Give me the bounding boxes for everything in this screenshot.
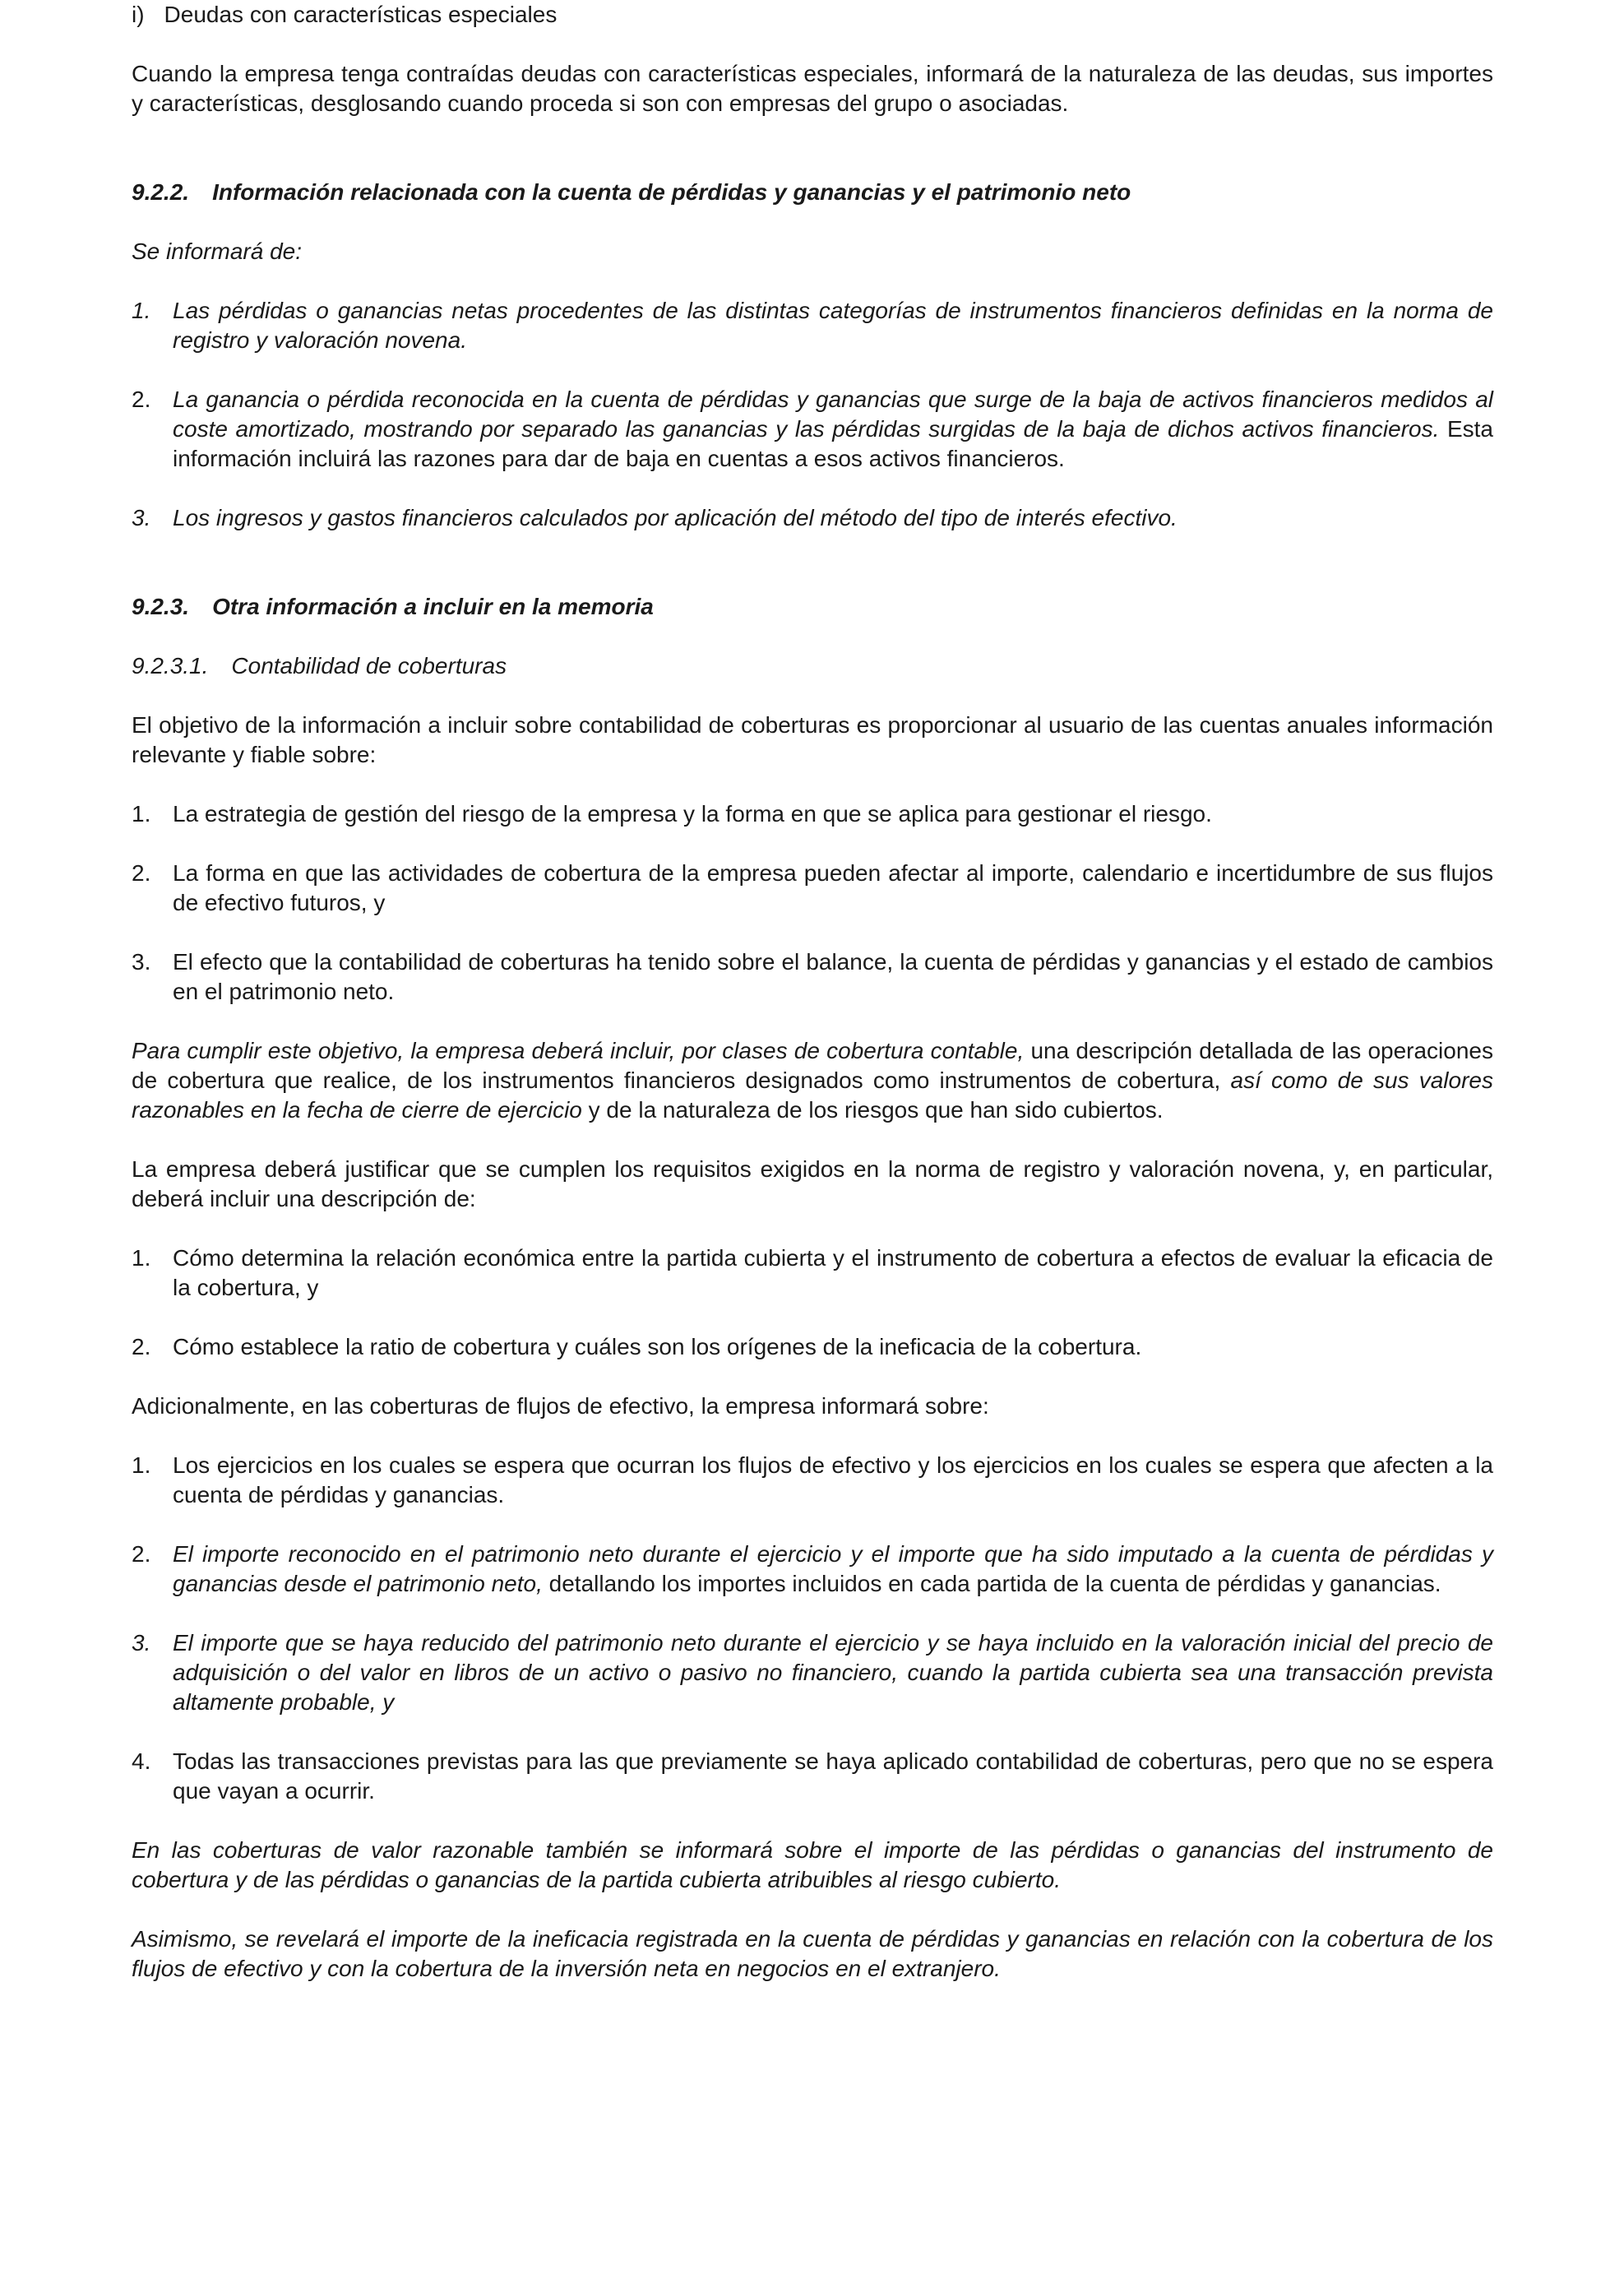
paragraph: El objetivo de la información a incluir sobre contabilidad de coberturas es proporcionar al usuario de las cuentas anuales información relevante y fiable sobre: [132, 712, 1493, 767]
section-i-heading [132, 0, 1493, 30]
paragraph: En las coberturas de valor razonable también se informará sobre el importe de las pérdidas o ganancias del instrumento de cobertura y de las pérdidas o ganancias de la partida cubierta atribuibles al riesgo cubierto. [132, 1837, 1493, 1892]
list-item: 1. Los ejercicios en los cuales se espera que ocurran los flujos de efectivo y los ejercicios en los cuales se espera que afecten a la cuenta de pérdidas y ganancias. [132, 1452, 1493, 1507]
list-item: 2. La forma en que las actividades de cobertura de la empresa pueden afectar al importe, calendario e incertidumbre de sus flujos de efectivo futuros, y [132, 860, 1493, 915]
list-item: 3. El efecto que la contabilidad de coberturas ha tenido sobre el balance, la cuenta de pérdidas y ganancias y el estado de cambios en el patrimonio neto. [132, 949, 1493, 1004]
section-922-number: 9.2.2. [132, 179, 190, 205]
list-item: 4. Todas las transacciones previstas para las que previamente se haya aplicado contabilidad de coberturas, pero que no se espera que vayan a ocurrir. [132, 1748, 1493, 1804]
paragraph: La empresa deberá justificar que se cumplen los requisitos exigidos en la norma de registro y valoración novena, y, en particular, deberá incluir una descripción de: [132, 1156, 1493, 1211]
list-item: 3. El importe que se haya reducido del patrimonio neto durante el ejercicio y se haya incluido en la valoración inicial del precio de adquisición o del valor en libros de un activo o pasivo no financiero, cuando la partida cubierta sea una transacción prevista altamente probable, y [132, 1630, 1493, 1715]
section-923-title: Otra información a incluir en la memoria [212, 594, 654, 619]
section-i-title: Deudas con características especiales [164, 2, 558, 27]
section-i-text: Cuando la empresa tenga contraídas deudas con características especiales, informará de la naturaleza de las deudas, sus importes y características, desglosando cuando proceda si son con empresas del grupo o asociadas. [132, 61, 1493, 116]
list-item: 1. Cómo determina la relación económica entre la partida cubierta y el instrumento de cobertura a efectos de evaluar la eficacia de la cobertura, y [132, 1245, 1493, 1300]
section-923-number: 9.2.3. [132, 594, 190, 619]
list-item: 1. La estrategia de gestión del riesgo de la empresa y la forma en que se aplica para gestionar el riesgo. [132, 801, 1212, 827]
list-item: 2. Cómo establece la ratio de cobertura y cuáles son los orígenes de la ineficacia de la cobertura. [132, 1334, 1142, 1359]
section-923-heading [132, 592, 1493, 622]
section-9231-title: Contabilidad de coberturas [231, 653, 507, 678]
paragraph: Asimismo, se revelará el importe de la ineficacia registrada en la cuenta de pérdidas y ganancias en relación con la cobertura de los flujos de efectivo y con la cobertura de la inversión neta en negocios en el extranjero. [132, 1926, 1493, 1981]
document-page [132, 0, 1493, 1984]
section-i-label: i) [132, 2, 145, 27]
paragraph: Adicionalmente, en las coberturas de flujos de efectivo, la empresa informará sobre: [132, 1393, 989, 1419]
list-item: 1. Las pérdidas o ganancias netas procedentes de las distintas categorías de instrumentos financieros definidas en la norma de registro y valoración novena. [132, 298, 1493, 353]
section-9231-number: 9.2.3.1. [132, 653, 209, 678]
section-922-intro: Se informará de: [132, 238, 302, 264]
paragraph: Para cumplir este objetivo, la empresa deberá incluir, por clases de cobertura contable, una descripción detallada de las operaciones de cobertura que realice, de los instrumentos financieros designados como instrumentos de cobertura, así como de sus valores razonables en la fecha de cierre de ejercicio y de la naturaleza de los riesgos que han sido cubiertos. [132, 1038, 1493, 1123]
section-922-heading [132, 178, 1493, 207]
list-item: 2. El importe reconocido en el patrimonio neto durante el ejercicio y el importe que ha sido imputado a la cuenta de pérdidas y ganancias desde el patrimonio neto, detallando los importes incluidos en cada partida de la cuenta de pérdidas y ganancias. [132, 1541, 1493, 1596]
list-item: 2. La ganancia o pérdida reconocida en la cuenta de pérdidas y ganancias que surge de la baja de activos financieros medidos al coste amortizado, mostrando por separado las ganancias y las pérdidas surgidas de la baja de dichos activos financieros. Esta información incluirá las razones para dar de baja en cuentas a esos activos financieros. [132, 387, 1493, 471]
list-item: 3. Los ingresos y gastos financieros calculados por aplicación del método del tipo de interés efectivo. [132, 505, 1178, 530]
section-922-title: Información relacionada con la cuenta de pérdidas y ganancias y el patrimonio neto [212, 179, 1131, 205]
section-9231-heading [132, 651, 1493, 681]
